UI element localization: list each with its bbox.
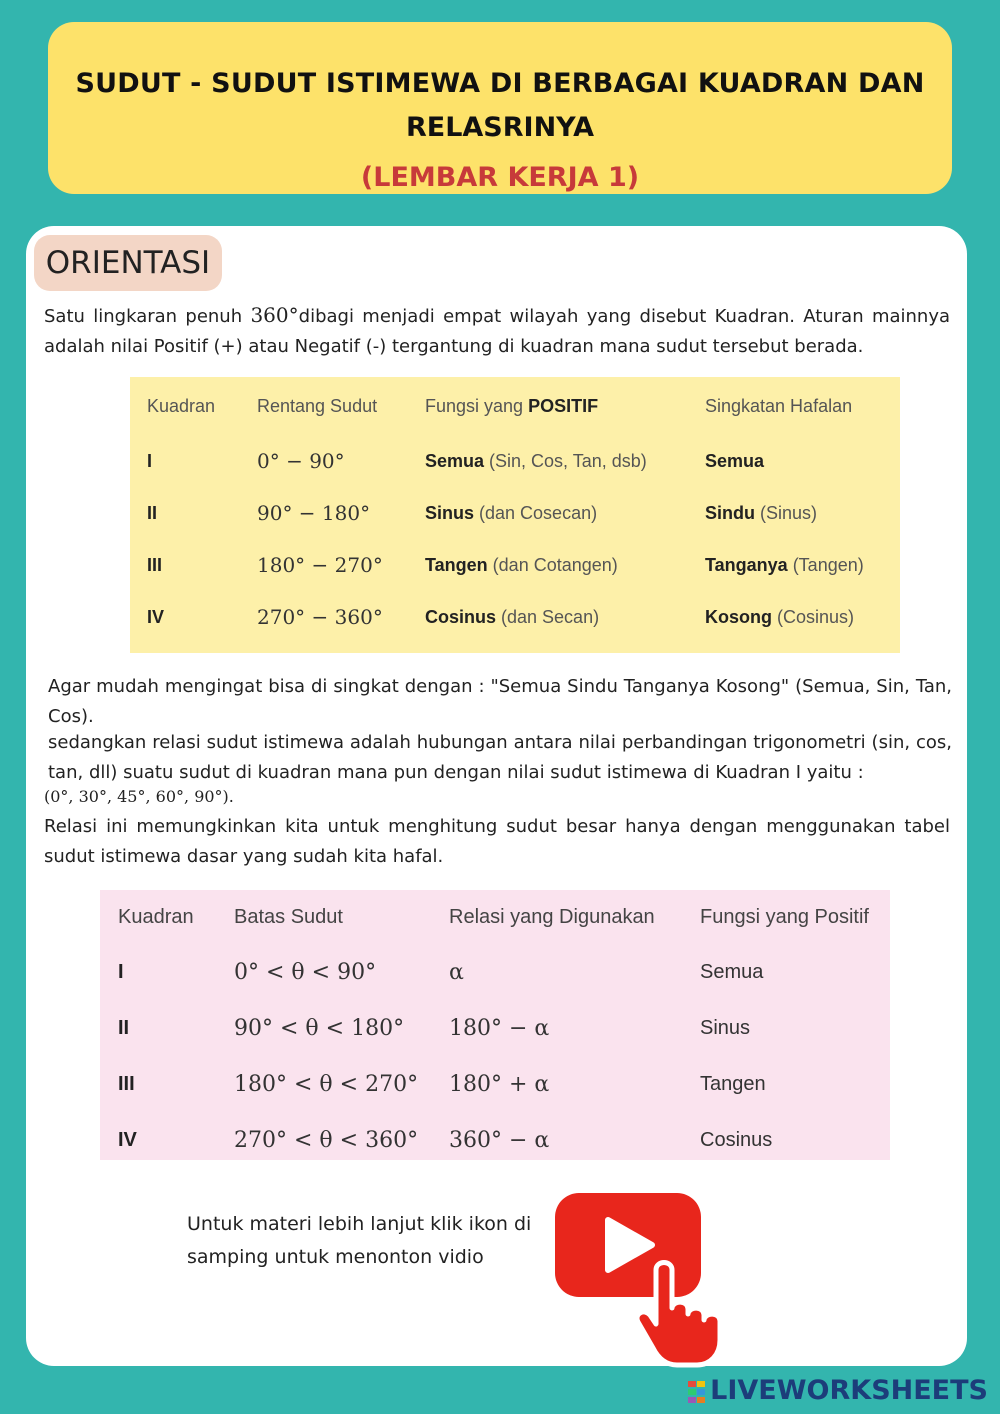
video-instruction	[187, 1208, 557, 1274]
cell-fungsi	[408, 591, 688, 643]
cell-singkatan	[688, 435, 900, 487]
fungsi-rest: (Sin, Cos, Tan, dsb)	[484, 450, 647, 471]
section-label: ORIENTASI	[34, 235, 222, 291]
fungsi-bold: Cosinus	[425, 606, 497, 627]
cell-rentang: 0° − 90°	[257, 449, 345, 473]
intro-paragraph	[44, 300, 950, 362]
intro-math: 360°	[250, 303, 299, 327]
cell-kuadran: III	[147, 554, 163, 575]
footer-brand	[688, 1370, 988, 1410]
relation-explanation: Relasi ini memungkinkan kita untuk menghitung sudut besar hanya dengan menggunakan tabel sudut istimewa dasar yang sudah kita hafal.	[44, 816, 950, 867]
table-row	[130, 591, 900, 643]
cell-relasi: 360° − α	[449, 1127, 550, 1153]
cell-fungsi	[408, 487, 688, 539]
table-row	[100, 944, 890, 1000]
cell-batas: 180° < θ < 270°	[234, 1071, 419, 1097]
table-row	[100, 1000, 890, 1056]
col-header-relasi: Relasi yang Digunakan	[449, 905, 655, 928]
quadrant-sign-table	[130, 377, 900, 653]
video-instruction-line-2: samping untuk menonton vidio	[187, 1246, 484, 1268]
cell-fungsi: Semua	[700, 960, 764, 983]
youtube-play-icon[interactable]	[552, 1190, 752, 1370]
col-header-kuadran: Kuadran	[118, 905, 194, 928]
col-header-kuadran: Kuadran	[147, 395, 216, 416]
fungsi-prefix: Fungsi yang	[425, 395, 529, 416]
cell-singkatan	[688, 487, 900, 539]
singkatan-rest: (Tangen)	[787, 554, 864, 575]
cell-kuadran: IV	[118, 1128, 137, 1151]
relation-table	[100, 890, 890, 1160]
table-row	[100, 1112, 890, 1168]
subtitle: (LEMBAR KERJA 1)	[360, 162, 640, 193]
cell-relasi: 180° − α	[449, 1015, 550, 1041]
table-header-row	[130, 377, 900, 435]
header-banner	[48, 22, 952, 194]
col-header-fungsi: Fungsi yang Positif	[700, 905, 869, 928]
cell-kuadran: II	[118, 1016, 130, 1039]
fungsi-rest: (dan Secan)	[496, 606, 600, 627]
liveworksheets-logo-icon	[688, 1379, 706, 1401]
intro-text-before: Satu lingkaran penuh	[44, 306, 251, 327]
cell-fungsi	[408, 435, 688, 487]
title-line-2: RELASRINYA	[405, 112, 595, 143]
table-row	[130, 539, 900, 591]
cell-singkatan	[688, 539, 900, 591]
singkatan-rest: (Sinus)	[755, 502, 818, 523]
fungsi-rest: (dan Cosecan)	[474, 502, 598, 523]
cell-singkatan	[688, 591, 900, 643]
relation-paragraph: sedangkan relasi sudut istimewa adalah hubungan antara nilai perbandingan trigonometri (sin, cos, tan, dll) suatu sudut di kuadran mana pun dengan nilai sudut istimewa di Kuadran I yaitu :	[48, 732, 952, 783]
col-header-rentang: Rentang Sudut	[257, 395, 378, 416]
cell-fungsi: Cosinus	[700, 1128, 773, 1151]
cell-kuadran: IV	[147, 606, 165, 627]
youtube-video-button[interactable]	[552, 1190, 752, 1370]
col-header-singkatan: Singkatan Hafalan	[705, 395, 853, 416]
cell-fungsi	[408, 539, 688, 591]
cell-rentang: 270° − 360°	[257, 605, 383, 629]
singkatan-rest: (Cosinus)	[772, 606, 855, 627]
fungsi-rest: (dan Cotangen)	[487, 554, 618, 575]
cell-rentang: 90° − 180°	[257, 501, 371, 525]
cell-kuadran: III	[118, 1072, 135, 1095]
cell-batas: 90° < θ < 180°	[234, 1015, 405, 1041]
singkatan-bold: Tanganya	[705, 554, 788, 575]
cell-relasi: 180° + α	[449, 1071, 550, 1097]
col-header-fungsi	[408, 377, 688, 435]
intro-text-after: dibagi menjadi empat wilayah yang disebut Kuadran. Aturan mainnya adalah nilai Positif (+) atau Negatif (-) tergantung di kuadran mana sudut tersebut berada.	[44, 306, 951, 357]
fungsi-bold: POSITIF	[528, 395, 599, 416]
fungsi-bold: Sinus	[425, 502, 475, 523]
cell-kuadran: I	[118, 960, 124, 983]
fungsi-bold: Semua	[425, 450, 485, 471]
mnemonic-paragraph: Agar mudah mengingat bisa di singkat dengan : "Semua Sindu Tanganya Kosong" (Semua, Sin, Tan, Cos).	[48, 676, 952, 727]
video-instruction-line-1: Untuk materi lebih lanjut klik ikon di	[187, 1213, 532, 1235]
table-row	[130, 435, 900, 487]
cell-fungsi: Tangen	[700, 1072, 766, 1095]
cell-batas: 0° < θ < 90°	[234, 959, 377, 985]
singkatan-bold: Semua	[705, 450, 765, 471]
title-line-1: SUDUT - SUDUT ISTIMEWA DI BERBAGAI KUADRAN DAN	[75, 68, 925, 99]
footer-brand-text: LIVEWORKSHEETS	[710, 1374, 988, 1406]
singkatan-bold: Kosong	[705, 606, 772, 627]
cell-kuadran: II	[147, 502, 158, 523]
table-row	[130, 487, 900, 539]
cell-rentang: 180° − 270°	[257, 553, 383, 577]
singkatan-bold: Sindu	[705, 502, 755, 523]
fungsi-bold: Tangen	[425, 554, 488, 575]
table-header-row	[100, 890, 890, 944]
table-row	[100, 1056, 890, 1112]
col-header-batas: Batas Sudut	[234, 905, 343, 928]
cell-fungsi: Sinus	[700, 1016, 751, 1039]
cell-kuadran: I	[147, 450, 153, 471]
cell-batas: 270° < θ < 360°	[234, 1127, 419, 1153]
special-angles: (0°, 30°, 45°, 60°, 90°).	[44, 787, 234, 806]
cell-relasi: α	[449, 959, 464, 985]
